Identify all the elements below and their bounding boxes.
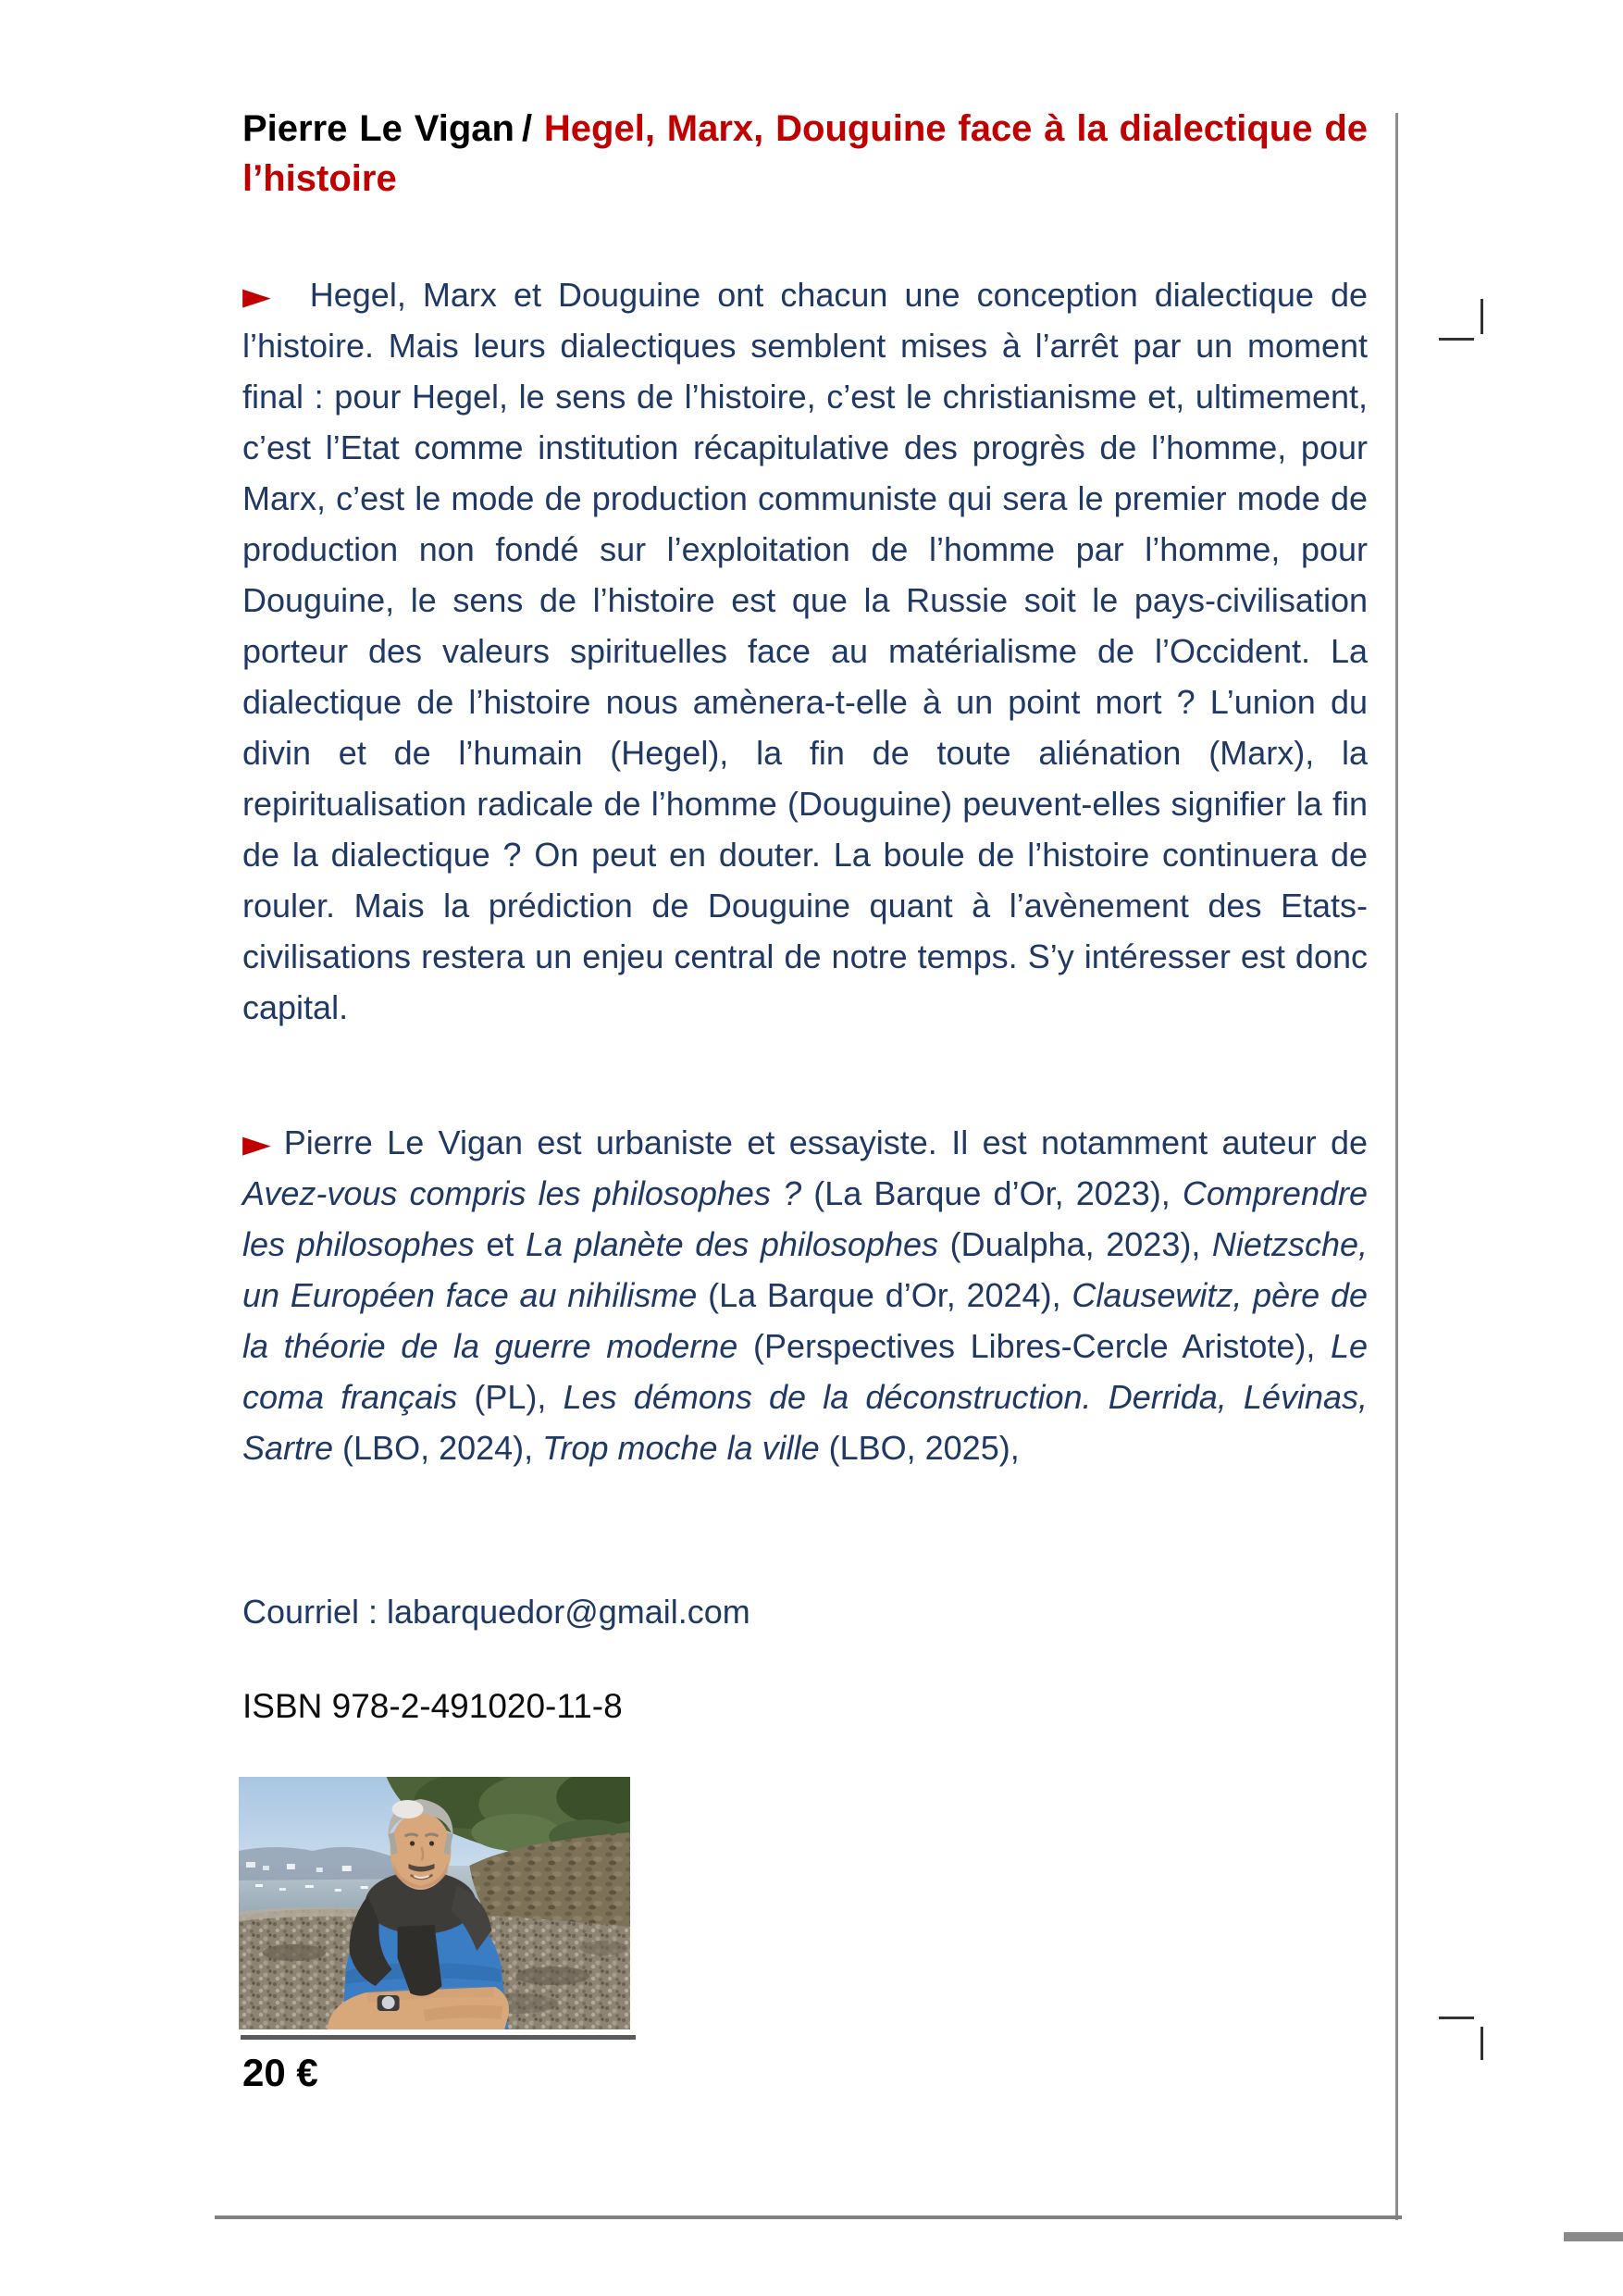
book-title: Trop moche la ville [542, 1429, 820, 1467]
book-title: La planète des philosophes [525, 1225, 939, 1263]
author-bio-text [242, 1123, 1368, 1467]
book-title: Nietzsche, un Européen face au nihilisme [242, 1225, 1368, 1314]
red-arrow-bullet-icon: ► [242, 275, 271, 317]
bio-text: (PL), [457, 1378, 564, 1416]
crop-mark-top-vertical [1481, 299, 1483, 334]
page-title [242, 104, 1368, 204]
bio-text: (LBO, 2025), [819, 1429, 1020, 1467]
crop-mark-bottom-horizontal [1439, 2017, 1474, 2019]
bio-text: (Perspectives Libres-Cercle Aristote), [737, 1327, 1331, 1365]
bio-text: (La Barque d’Or, 2023), [801, 1174, 1183, 1212]
synopsis-text: Hegel, Marx et Douguine ont chacun une conception dialectique de l’histoire. Mais leurs dialectiques semblent mises à l’arrêt par un moment final : pour Hegel, le sens de l’histoire, c’est le christianisme et, ultimement, c’est l’Etat comme institution récapitulative des progrès de l’homme, pour Marx, c’est le mode de production communiste qui sera le premier mode de production non fondé sur l’exploitation de l’homme par l’homme, pour Douguine, le sens de l’histoire est que la Russie soit le pays-civilisation porteur des valeurs spirituelles face au matérialisme de l’Occident. La dialectique de l’histoire nous amènera-t-elle à un point mort ? L’union du divin et de l’humain (Hegel), la fin de toute aliénation (Marx), la repiritualisation radicale de l’homme (Douguine) peuvent-elles signifier la fin de la dialectique ? On peut en douter. La boule de l’histoire continuera de rouler. Mais la prédiction de Douguine quant à l’avènement des Etats-civilisations restera un enjeu central de notre temps. S’y intéresser est donc capital. [242, 276, 1368, 1026]
author-photo [239, 1777, 630, 2029]
bleed-gray-bar [1564, 2232, 1623, 2241]
book-title: Avez-vous compris les philosophes ? [242, 1174, 802, 1212]
page-border-right [1395, 113, 1398, 2220]
bio-text: (LBO, 2024), [333, 1429, 543, 1467]
isbn-line: ISBN 978-2-491020-11-8 [242, 1687, 623, 1725]
author-bio-paragraph [242, 1117, 1368, 1473]
crop-mark-top-horizontal [1439, 338, 1474, 341]
price-label: 20 € [242, 2051, 318, 2094]
photo-drop-shadow [241, 2035, 636, 2040]
author-photo-graphic [239, 1777, 630, 2029]
page-border-bottom [215, 2215, 1402, 2219]
book-title: Les démons de la déconstruction. Derrida, Lévinas, Sartre [242, 1378, 1369, 1467]
red-arrow-bullet-icon: ► [242, 1123, 271, 1165]
title-author-name: Pierre Le Vigan / [242, 108, 544, 149]
book-title: Le coma français [242, 1327, 1369, 1416]
bio-text: (La Barque d’Or, 2024), [697, 1276, 1072, 1314]
bio-text: Pierre Le Vigan est urbaniste et essayiste. Il est notamment auteur de [283, 1123, 1368, 1161]
title-book-name: Hegel, Marx, Douguine face à la dialectique de l’histoire [242, 108, 1369, 199]
bio-text: et [474, 1225, 526, 1263]
synopsis-paragraph [242, 269, 1368, 1033]
crop-mark-bottom-vertical [1481, 2027, 1483, 2060]
book-title: Clausewitz, père de la théorie de la guerre moderne [242, 1276, 1368, 1365]
book-title: Comprendre les philosophes [242, 1174, 1368, 1263]
bio-text: (Dualpha, 2023), [938, 1225, 1212, 1263]
contact-email-line: Courriel : labarquedor@gmail.com [242, 1593, 750, 1631]
